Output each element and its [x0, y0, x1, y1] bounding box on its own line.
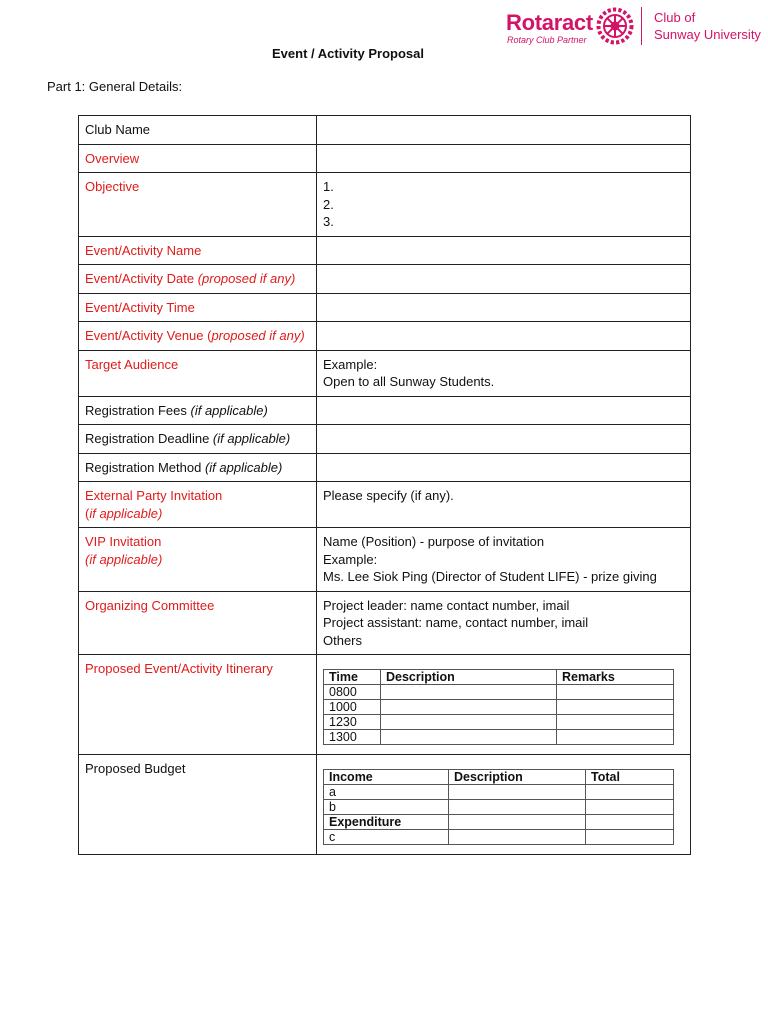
external-party-label-text: External Party Invitation: [85, 488, 223, 503]
target-audience-line1: Example:: [323, 356, 378, 372]
registration-deadline-label-text: Registration Deadline: [85, 431, 213, 446]
itinerary-cell[interactable]: [381, 685, 557, 700]
table-row: [79, 116, 691, 145]
organizing-committee-label-text: Organizing Committee: [85, 597, 215, 613]
external-party-note-open: (: [85, 505, 90, 521]
logo-tagline: Rotary Club Partner: [507, 35, 587, 45]
vip-invitation-label: [79, 528, 317, 592]
table-row: [324, 700, 674, 715]
itinerary-cell[interactable]: [557, 730, 674, 745]
table-row: [79, 322, 691, 351]
organizing-committee-label: [79, 591, 317, 655]
itinerary-cell[interactable]: [381, 700, 557, 715]
budget-label: [79, 755, 317, 855]
table-row: [79, 293, 691, 322]
club-name-value[interactable]: [317, 116, 691, 145]
budget-cell[interactable]: [586, 785, 674, 800]
itinerary-cell[interactable]: 1000: [324, 700, 381, 715]
table-row: [324, 785, 674, 800]
vip-invitation-value[interactable]: [317, 528, 691, 592]
table-row: [79, 173, 691, 237]
itinerary-label: [79, 655, 317, 755]
budget-header-description: Description: [449, 770, 586, 785]
target-audience-label-text: Target Audience: [85, 356, 179, 372]
itinerary-header-row: [324, 670, 674, 685]
objective-item-1: 1.: [323, 179, 334, 194]
registration-fees-label-text: Registration Fees: [85, 402, 191, 418]
external-party-note-line: [85, 505, 310, 523]
vip-invitation-line2: Example:: [323, 551, 378, 567]
table-row: [79, 453, 691, 482]
budget-cell[interactable]: [449, 800, 586, 815]
itinerary-header-description: Description: [381, 670, 557, 685]
table-row: [79, 396, 691, 425]
registration-method-label: [79, 453, 317, 482]
logo-brand: Rotaract: [506, 10, 593, 35]
event-time-label-text: Event/Activity Time: [85, 299, 195, 315]
registration-deadline-value[interactable]: [317, 425, 691, 454]
event-name-label-text: Event/Activity Name: [85, 242, 202, 258]
itinerary-cell[interactable]: [381, 730, 557, 745]
table-row: [79, 482, 691, 528]
table-row: [79, 425, 691, 454]
budget-cell[interactable]: [586, 815, 674, 830]
table-row: [79, 528, 691, 592]
budget-cell[interactable]: [449, 785, 586, 800]
budget-value: [317, 755, 691, 855]
budget-cell[interactable]: b: [324, 800, 449, 815]
objective-item-3: 3.: [323, 214, 334, 229]
table-row: [79, 655, 691, 755]
budget-cell[interactable]: [586, 800, 674, 815]
external-party-value-text: Please specify (if any).: [323, 488, 454, 503]
registration-method-label-text: Registration Method: [85, 459, 205, 475]
registration-deadline-note: (if applicable): [212, 431, 291, 446]
budget-cell[interactable]: [449, 815, 586, 830]
table-row: [79, 755, 691, 855]
club-name-label: [79, 116, 317, 145]
table-row: [79, 236, 691, 265]
event-venue-label: [79, 322, 317, 351]
table-row: [324, 830, 674, 845]
itinerary-cell[interactable]: 1230: [324, 715, 381, 730]
budget-label-text: Proposed Budget: [85, 761, 186, 776]
budget-table: [323, 769, 674, 845]
table-row: [324, 815, 674, 830]
registration-fees-label: [79, 396, 317, 425]
document-title: Event / Activity Proposal: [272, 46, 424, 61]
event-venue-label-text: Event/Activity Venue (: [85, 328, 212, 343]
target-audience-label: [79, 350, 317, 396]
budget-cell[interactable]: c: [324, 830, 449, 845]
itinerary-value: [317, 655, 691, 755]
event-venue-note: proposed if any): [211, 328, 305, 343]
table-row: [79, 265, 691, 294]
itinerary-cell[interactable]: [557, 685, 674, 700]
organizing-committee-line1: Project leader: name contact number, imail: [323, 597, 570, 613]
budget-cell[interactable]: [449, 830, 586, 845]
budget-cell[interactable]: a: [324, 785, 449, 800]
overview-label: [79, 144, 317, 173]
logo-club-line2: Sunway University: [654, 27, 761, 42]
event-date-note: (proposed if any): [197, 271, 296, 286]
logo-divider: [641, 7, 642, 45]
table-row: [324, 715, 674, 730]
event-name-label: [79, 236, 317, 265]
registration-method-value[interactable]: [317, 453, 691, 482]
budget-header-income: Income: [324, 770, 449, 785]
overview-label-text: Overview: [85, 150, 140, 166]
budget-cell[interactable]: Expenditure: [324, 815, 449, 830]
budget-header-row: [324, 770, 674, 785]
budget-cell[interactable]: [586, 830, 674, 845]
vip-invitation-line3: Ms. Lee Siok Ping (Director of Student LIFE) - prize giving: [323, 569, 657, 584]
logo-club-name: [654, 9, 761, 43]
vip-invitation-label-text: VIP Invitation: [85, 534, 162, 549]
objective-value[interactable]: [317, 173, 691, 237]
target-audience-value[interactable]: [317, 350, 691, 396]
itinerary-cell[interactable]: [557, 715, 674, 730]
registration-method-note: (if applicable): [204, 459, 283, 475]
target-audience-line2: Open to all Sunway Students.: [323, 374, 495, 389]
rotary-wheel-icon: [594, 5, 636, 47]
table-row: [324, 685, 674, 700]
vip-invitation-note: (if applicable): [85, 551, 163, 567]
event-date-label: [79, 265, 317, 294]
external-party-label: [79, 482, 317, 528]
itinerary-table: [323, 669, 674, 745]
registration-fees-value[interactable]: [317, 396, 691, 425]
overview-value[interactable]: [317, 144, 691, 173]
general-details-table: [78, 115, 691, 855]
table-row: [324, 730, 674, 745]
external-party-note: if applicable): [89, 505, 163, 521]
table-row: [79, 591, 691, 655]
itinerary-cell[interactable]: [381, 715, 557, 730]
table-row: [324, 800, 674, 815]
rotaract-logo: [506, 4, 768, 48]
vip-invitation-line1: Name (Position) - purpose of invitation: [323, 534, 545, 549]
itinerary-header-time: Time: [324, 670, 381, 685]
organizing-committee-line3: Others: [323, 632, 363, 648]
event-time-label: [79, 293, 317, 322]
itinerary-cell[interactable]: 1300: [324, 730, 381, 745]
club-name-label-text: Club Name: [85, 122, 151, 137]
objective-label: [79, 173, 317, 237]
registration-deadline-label: [79, 425, 317, 454]
organizing-committee-value[interactable]: [317, 591, 691, 655]
registration-fees-note: (if applicable): [190, 402, 268, 418]
objective-item-2: 2.: [323, 196, 334, 212]
table-row: [79, 350, 691, 396]
organizing-committee-line2: Project assistant: name, contact number, imail: [323, 615, 589, 630]
external-party-value[interactable]: [317, 482, 691, 528]
logo-club-line1: Club of: [654, 10, 696, 25]
budget-header-total: Total: [586, 770, 674, 785]
itinerary-cell[interactable]: [557, 700, 674, 715]
event-date-value[interactable]: [317, 265, 691, 294]
event-time-value[interactable]: [317, 293, 691, 322]
objective-label-text: Objective: [85, 179, 140, 194]
part-heading: Part 1: General Details:: [47, 79, 183, 94]
table-row: [79, 144, 691, 173]
itinerary-label-text: Proposed Event/Activity Itinerary: [85, 661, 273, 676]
itinerary-header-remarks: Remarks: [557, 670, 674, 685]
event-venue-value[interactable]: [317, 322, 691, 351]
event-date-label-text: Event/Activity Date: [85, 271, 198, 286]
event-name-value[interactable]: [317, 236, 691, 265]
itinerary-cell[interactable]: 0800: [324, 685, 381, 700]
